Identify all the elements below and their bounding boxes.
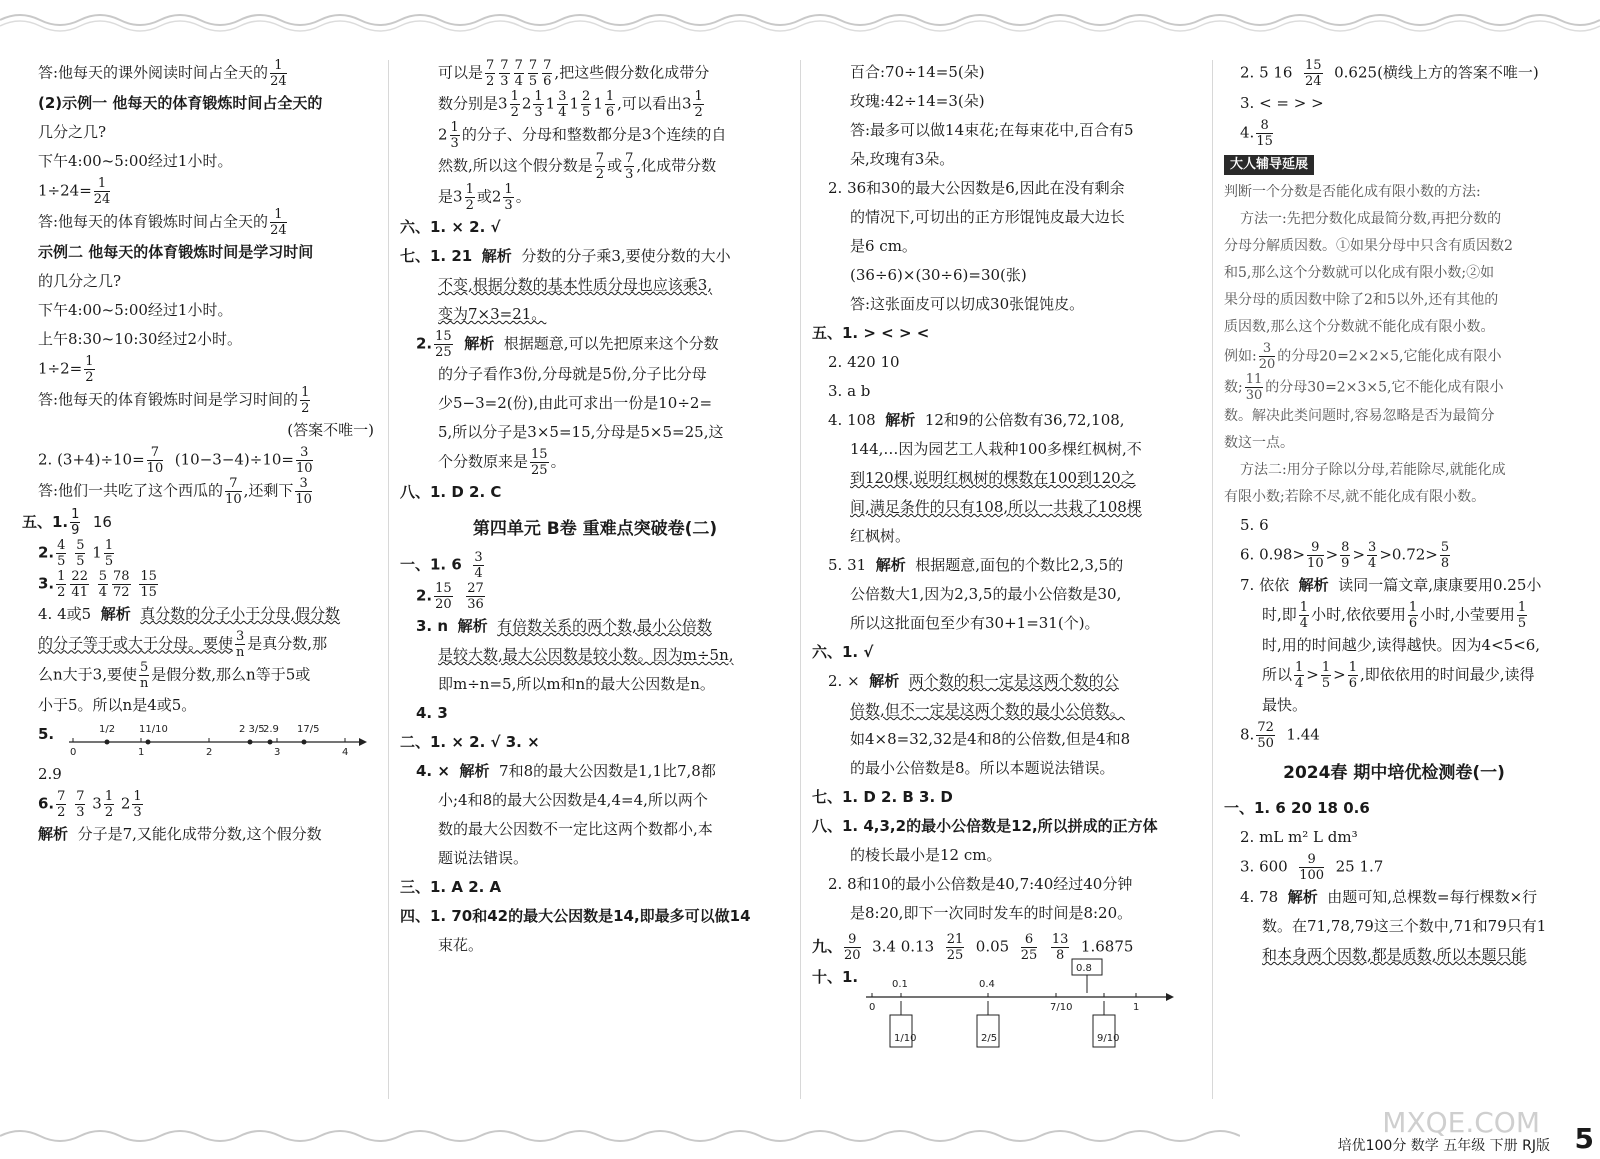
note-text: (答案不唯一) xyxy=(287,421,374,439)
answer-line: 下午4:00~5:00经过1小时。 xyxy=(38,301,233,319)
answer-line: 3. a b xyxy=(828,382,871,400)
answer-line: 如4×8=32,32是4和8的公倍数,但是4和8 xyxy=(850,730,1131,748)
answer-line: 可以是 $\frac{7}{2}$ $\frac{7}{3}$ $\frac{7}{4}$ $\frac{7}{5}$ $\frac{7}{6}$ ,把这些假分数化成带分 xyxy=(438,58,710,89)
point-label: 2 3/5 xyxy=(238,724,265,735)
tutoring-line: 方法一:先把分数化成最简分数,再把分数的 xyxy=(1240,211,1502,227)
answer-line: 数分别是3 $\frac{1}{2}$ 2 $\frac{1}{3}$ 1 $\frac{3}{4}$ 1 $\frac{2}{5}$ 1 $\frac{1}{6}$ ,可以看出3 $\frac{1}{2}$ xyxy=(438,89,703,120)
answer-line: 144,…因为园艺工人栽种100多棵红枫树,不 xyxy=(850,440,1142,458)
answer-line: 4. 4或5 解析 真分数的分子小于分母,假分数 xyxy=(38,605,341,623)
boxed-label: 2/5 xyxy=(981,1033,998,1044)
answer-line: 玫瑰:42÷14=3(朵) xyxy=(850,92,985,110)
answer-line: 解析 分子是7,又能化成带分数,这个假分数 xyxy=(38,825,322,843)
answer-line: 5. 31 解析 根据题意,面包的个数比2,3,5的 xyxy=(828,556,1124,574)
tick-label: 4 xyxy=(341,747,349,758)
answer-line: 3. 600 $\frac{9}{100}$ 25 1.7 xyxy=(1240,852,1384,883)
section-title: 第四单元 B卷 重难点突破卷(二) xyxy=(472,519,718,539)
answer-line: 百合:70÷14=5(朵) xyxy=(850,63,985,81)
answer-line: 公倍数大1,因为2,3,5的最小公倍数是30, xyxy=(850,585,1122,603)
answer-line: 一、1. 6 20 18 0.6 xyxy=(1224,799,1370,817)
answer-line: 4. 78 解析 由题可知,总棵数=每行棵数×行 xyxy=(1240,888,1538,906)
answer-line: 八、1. D 2. C xyxy=(400,483,502,501)
answer-line: 2. × 解析 两个数的积一定是这两个数的公 xyxy=(828,672,1119,690)
tutoring-tag: 大人辅导延展 xyxy=(1224,155,1314,175)
answer-line: 8. $\frac{72}{50}$ 1.44 xyxy=(1240,720,1320,751)
column-divider xyxy=(388,60,389,1099)
answer-column-3 xyxy=(812,58,1204,1119)
tutoring-line: 数这一点。 xyxy=(1224,435,1294,451)
fraction: $\frac{1}{24}$ xyxy=(270,58,287,89)
answer-line: 答:最多可以做14束花;在每束花中,百合有5 xyxy=(850,121,1134,139)
answer-line: (36÷6)×(30÷6)=30(张) xyxy=(850,266,1027,284)
answer-line: 七、1. D 2. B 3. D xyxy=(812,788,953,806)
answer-line: 上午8:30~10:30经过2小时。 xyxy=(38,330,243,348)
number-line-row: 5. 0 1 2 3 4 1/2 11/10 2 3/5 2.9 17/5 xyxy=(22,720,374,760)
answer-line: 个分数原来是 $\frac{15}{25}$ 。 xyxy=(438,447,566,478)
answer-line: 时,用的时间越少,读得越快。因为4<5<6, xyxy=(1262,636,1541,654)
answer-line: 到120棵,说明红枫树的棵数在100到120之 xyxy=(850,469,1136,487)
answer-line: 红枫树。 xyxy=(850,527,911,545)
answer-line: 变为7×3=21。 xyxy=(438,305,547,323)
answer-line: 的几分之几? xyxy=(38,272,122,290)
answer-line: 的分子看作3份,分母就是5份,分子比分母 xyxy=(438,365,707,383)
tutoring-line: 有限小数;若除不尽,就不能化成有限小数。 xyxy=(1224,489,1486,505)
tutoring-line: 判断一个分数是否能化成有限小数的方法: xyxy=(1224,184,1481,200)
answer-line: 是6 cm。 xyxy=(850,237,917,255)
answer-line: 五、1. > < > < xyxy=(812,324,930,342)
answer-column-4 xyxy=(1224,58,1564,1119)
tutoring-line: 数; $\frac{11}{30}$ 的分母30=2×3×5,它不能化成有限小 xyxy=(1224,372,1504,403)
tick-label: 1 xyxy=(1133,1002,1140,1013)
answer-line: 答:他每天的体育锻炼时间是学习时间的 $\frac{1}{2}$ xyxy=(38,385,310,416)
answer-line: 2.9 xyxy=(38,765,62,783)
answer-line: 题说法错误。 xyxy=(438,849,529,867)
tutoring-line: 和5,那么这个分数就可以化成有限小数;②如 xyxy=(1224,265,1495,281)
tutoring-line: 分母分解质因数。①如果分母中只含有质因数2 xyxy=(1224,238,1513,254)
answer-line: 一、1. 6 $\frac{3}{4}$ xyxy=(400,550,483,581)
answer-line: 三、1. A 2. A xyxy=(400,878,502,896)
answer-line: 6. 0.98> $\frac{9}{10}$ > $\frac{8}{9}$ > $\frac{3}{4}$ >0.72> $\frac{5}{8}$ xyxy=(1240,540,1450,571)
number-line xyxy=(59,720,379,760)
watermark: MXQE.COM xyxy=(1382,1106,1540,1139)
tick-label: 0 xyxy=(869,1002,876,1013)
page-number: 5 xyxy=(1574,1122,1594,1155)
answer-column-1 xyxy=(22,58,374,1119)
boxed-label: 9/10 xyxy=(1097,1033,1120,1044)
answer-line: 小于5。所以n是4或5。 xyxy=(38,696,197,714)
answer-line: 最快。 xyxy=(1262,696,1308,714)
answer-line: 么n大于3,要使 $\frac{5}{n}$ 是假分数,那么n等于5或 xyxy=(38,660,311,691)
tutoring-line: 质因数,那么这个分数就不能化成有限小数。 xyxy=(1224,319,1495,335)
answer-line: 时,即 $\frac{1}{4}$ 小时,依依要用 $\frac{1}{6}$ 小时,小莹要用 $\frac{1}{5}$ xyxy=(1262,600,1527,631)
page-footer: 培优100分 数学 五年级 下册 RJ版 xyxy=(1337,1138,1550,1154)
answer-line: 5. 6 xyxy=(1240,516,1269,534)
answer-line: 2. mL m² L dm³ xyxy=(1240,828,1358,846)
bottom-wave-border xyxy=(0,1122,1240,1150)
answer-line: 4. $\frac{8}{15}$ xyxy=(1240,118,1273,149)
point-label: 2.9 xyxy=(262,724,279,735)
answer-line: 所以这批面包至少有30+1=31(个)。 xyxy=(850,614,1100,632)
answer-line: 四、1. 70和42的最大公因数是14,即最多可以做14 xyxy=(400,907,751,925)
column-divider xyxy=(1212,60,1213,1099)
answer-line: 的最小公倍数是8。所以本题说法错误。 xyxy=(850,759,1115,777)
answer-line: 六、1. √ xyxy=(812,643,874,661)
boxed-label: 0.8 xyxy=(1076,963,1092,974)
answer-line: 即m÷n=5,所以m和n的最大公因数是n。 xyxy=(438,675,715,693)
answer-line: 2. $\frac{15}{20}$ $\frac{27}{36}$ xyxy=(416,581,484,612)
answer-line: 2. $\frac{4}{5}$ $\frac{5}{5}$ 1 $\frac{1}{5}$ xyxy=(38,538,114,569)
tutoring-line: 方法二:用分子除以分母,若能除尽,就能化成 xyxy=(1240,462,1506,478)
point-label: 11/10 xyxy=(138,724,168,735)
example-heading: 示例二 他每天的体育锻炼时间是学习时间 xyxy=(38,243,314,261)
answer-line: 6. $\frac{7}{2}$ $\frac{7}{3}$ 3 $\frac{1}{2}$ 2 $\frac{1}{3}$ xyxy=(38,789,142,820)
point-label: 0.4 xyxy=(979,979,995,990)
answer-line: 八、1. 4,3,2的最小公倍数是12,所以拼成的正方体 xyxy=(812,817,1158,835)
answer-line: 2. (3+4)÷10= $\frac{7}{10}$ (10−3−4)÷10= $\frac{3}{10}$ xyxy=(38,445,313,476)
answer-line: 2. $\frac{15}{25}$ 解析 根据题意,可以先把原来这个分数 xyxy=(416,329,719,360)
tick-label: 1 xyxy=(137,747,145,758)
tutoring-line: 数。解决此类问题时,容易忽略是否为最简分 xyxy=(1224,408,1495,424)
answer-line: 束花。 xyxy=(438,936,484,954)
tutoring-box xyxy=(1224,179,1564,511)
answer-line: 3. n 解析 有倍数关系的两个数,最小公倍数 xyxy=(416,617,712,635)
point-label: 0.1 xyxy=(892,979,908,990)
example-heading: (2)示例一 他每天的体育锻炼时间占全天的 xyxy=(38,94,323,112)
answer-line: 然数,所以这个假分数是 $\frac{7}{2}$ 或 $\frac{7}{3}$ ,化成带分数 xyxy=(438,151,717,182)
answer-line: 2. 420 10 xyxy=(828,353,900,371)
answer-line: 答:他们一共吃了这个西瓜的 $\frac{7}{10}$ ,还剩下 $\frac{3}{10}$ xyxy=(38,476,312,507)
answer-line: 间,满足条件的只有108,所以一共栽了108棵 xyxy=(850,498,1142,516)
answer-line: 3. $\frac{1}{2}$ $\frac{22}{41}$ $\frac{5}{4}$ $\frac{78}{72}$ $\frac{15}{15}$ xyxy=(38,569,157,600)
answer-line: 不变,根据分数的基本性质分母也应该乘3, xyxy=(438,276,713,294)
answer-line: 答:他每天的课外阅读时间占全天的 $\frac{1}{24}$ xyxy=(38,58,287,89)
answer-column-2 xyxy=(400,58,790,1119)
answer-line: 1÷24= $\frac{1}{24}$ xyxy=(38,176,111,207)
tick-label: 7/10 xyxy=(1050,1002,1073,1013)
number-line-row: 十、1. 0 0.1 0.4 7/10 1 0.8 1/10 2/5 9/10 xyxy=(812,963,1204,1055)
tutoring-line: 果分母的质因数中除了2和5以外,还有其他的 xyxy=(1224,292,1499,308)
answer-line: 4. 3 xyxy=(416,704,448,722)
answer-line: 7. 依依 解析 读同一篇文章,康康要用0.25小 xyxy=(1240,576,1542,594)
answer-line: 少5−3=2(份),由此可求出一份是10÷2= xyxy=(438,394,713,412)
answer-line: 答:他每天的体育锻炼时间占全天的 $\frac{1}{24}$ xyxy=(38,207,287,238)
answer-line: 答:这张面皮可以切成30张馄饨皮。 xyxy=(850,295,1085,313)
column-divider xyxy=(800,60,801,1099)
answer-line: 是8:20,即下一次同时发车的时间是8:20。 xyxy=(850,904,1133,922)
answer-line: 的棱长最小是12 cm。 xyxy=(850,846,1002,864)
answer-line: 朵,玫瑰有3朵。 xyxy=(850,150,955,168)
answer-line: 六、1. × 2. √ xyxy=(400,218,501,236)
point-label: 1/2 xyxy=(98,724,116,735)
answer-line: 1÷2= $\frac{1}{2}$ xyxy=(38,354,94,385)
answer-line: 5,所以分子是3×5=15,分母是5×5=25,这 xyxy=(438,423,724,441)
answer-line: 下午4:00~5:00经过1小时。 xyxy=(38,152,233,170)
answer-line: 的分子等于或大于分母。要使 $\frac{3}{n}$ 是真分数,那 xyxy=(38,629,328,660)
point-label: 17/5 xyxy=(296,724,320,735)
number-line-with-boxes xyxy=(856,957,1186,1049)
answer-line: 是3 $\frac{1}{2}$ 或2 $\frac{1}{3}$ 。 xyxy=(438,182,531,213)
section-title: 2024春 期中培优检测卷(一) xyxy=(1283,763,1505,783)
answer-line: 4. × 解析 7和8的最大公因数是1,1比7,8都 xyxy=(416,762,716,780)
answer-line: 二、1. × 2. √ 3. × xyxy=(400,733,540,751)
answer-line: 所以 $\frac{1}{4}$ > $\frac{1}{5}$ > $\frac{1}{6}$ ,即依依用的时间最少,读得 xyxy=(1262,660,1535,691)
answer-line: 数的最大公因数不一定比这两个数都小,本 xyxy=(438,820,713,838)
answer-line: 2. 36和30的最大公因数是6,因此在没有剩余 xyxy=(828,179,1125,197)
answer-line: 4. 108 解析 12和9的公倍数有36,72,108, xyxy=(828,411,1125,429)
tick-label: 3 xyxy=(273,747,281,758)
tick-label: 0 xyxy=(69,747,77,758)
answer-line: 2. 8和10的最小公倍数是40,7:40经过40分钟 xyxy=(828,875,1133,893)
answer-line: 数。在71,78,79这三个数中,71和79只有1 xyxy=(1262,917,1547,935)
answer-line: 2. 5 16 $\frac{15}{24}$ 0.625(横线上方的答案不唯一) xyxy=(1240,58,1539,89)
answer-line: 几分之几? xyxy=(38,123,107,141)
answer-line: 九、 $\frac{9}{20}$ 3.4 0.13 $\frac{21}{25}$ 0.05 $\frac{6}{25}$ $\frac{13}{8}$ 1.6875 xyxy=(812,932,1134,963)
answer-line: 和本身两个因数,都是质数,所以本题只能 xyxy=(1262,946,1527,964)
answer-line: 小;4和8的最大公因数是4,4=4,所以两个 xyxy=(438,791,708,809)
answer-line: 2 $\frac{1}{3}$ 的分子、分母和整数都分是3个连续的自 xyxy=(438,120,727,151)
tutoring-line: 例如: $\frac{3}{20}$ 的分母20=2×2×5,它能化成有限小 xyxy=(1224,341,1502,372)
answer-line: 的情况下,可切出的正方形馄饨皮最大边长 xyxy=(850,208,1125,226)
answer-line: 是较大数,最大公因数是较小数。因为m÷5n, xyxy=(438,646,734,664)
answer-line: 倍数,但不一定是这两个数的最小公倍数。 xyxy=(850,701,1125,719)
boxed-label: 1/10 xyxy=(894,1033,917,1044)
answer-line: 五、1. $\frac{1}{9}$ 16 xyxy=(22,507,112,538)
tick-label: 2 xyxy=(205,747,213,758)
answer-line: 七、1. 21 解析 分数的分子乘3,要使分数的大小 xyxy=(400,247,731,265)
answer-line: 3. < = > > xyxy=(1240,94,1324,112)
top-wave-border xyxy=(0,6,1600,34)
